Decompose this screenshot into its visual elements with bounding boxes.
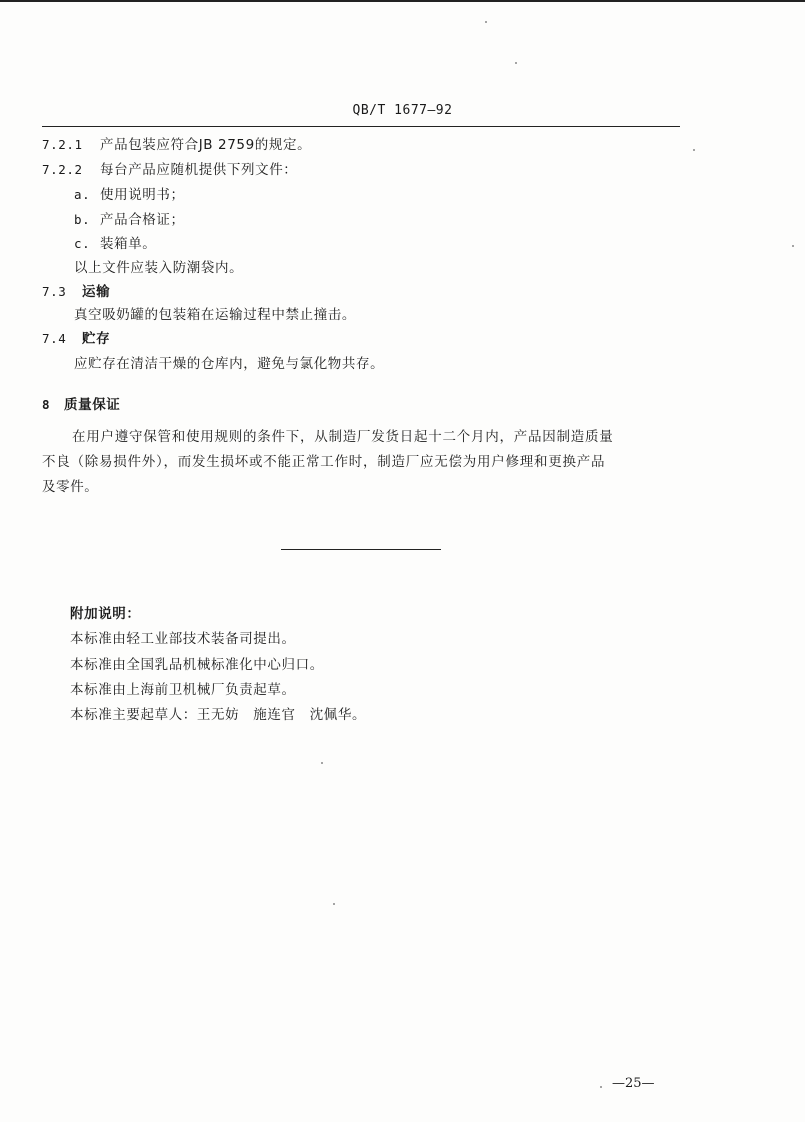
documents-note: 以上文件应装入防潮袋内。 <box>74 260 244 276</box>
appendix-line: 本标准由轻工业部技术装备司提出。 <box>70 631 296 647</box>
scan-speck <box>515 62 517 64</box>
list-item-letter: c. <box>74 236 91 251</box>
section-7-2-2 <box>42 161 297 179</box>
section-number: 7.2.2 <box>42 162 83 177</box>
section-number: 7.4 <box>42 331 67 346</box>
section-text: 产品包装应符合JB 2759的规定。 <box>100 137 312 153</box>
scan-speck <box>693 149 695 151</box>
scan-speck <box>792 245 794 247</box>
list-item-text: 产品合格证； <box>100 212 185 228</box>
section-title: 贮存 <box>82 331 111 347</box>
section-number: 8 <box>42 397 51 412</box>
list-item-letter: b. <box>74 212 91 227</box>
section-8-paragraph-line: 在用户遵守保管和使用规则的条件下，从制造厂发货日起十二个月内，产品因制造质量 <box>72 429 614 445</box>
list-item-text: 装箱单。 <box>100 236 157 252</box>
section-7-3-heading <box>42 283 110 301</box>
section-text: 每台产品应随机提供下列文件： <box>100 162 298 178</box>
list-item <box>74 211 185 229</box>
section-7-3-text: 真空吸奶罐的包装箱在运输过程中禁止撞击。 <box>74 307 356 323</box>
appendix-line: 本标准由上海前卫机械厂负责起草。 <box>70 682 296 698</box>
scan-speck <box>333 903 335 905</box>
appendix-line: 本标准主要起草人：王无妨 施连官 沈佩华。 <box>70 707 367 723</box>
list-item-text: 使用说明书； <box>100 187 185 203</box>
section-title: 质量保证 <box>64 397 121 413</box>
appendix-line: 本标准由全国乳品机械标准化中心归口。 <box>70 657 324 673</box>
section-8-paragraph-line: 及零件。 <box>42 479 99 495</box>
scan-speck <box>600 1086 602 1088</box>
scan-top-edge <box>0 0 805 2</box>
end-of-text-rule <box>281 549 441 550</box>
scan-speck <box>321 762 323 764</box>
header-rule <box>42 126 680 127</box>
standard-code-header: QB/T 1677—92 <box>352 103 453 118</box>
list-item <box>74 186 185 204</box>
section-title: 运输 <box>82 284 111 300</box>
section-8-heading <box>42 396 120 414</box>
section-8-paragraph-line: 不良（除易损件外），而发生损坏或不能正常工作时，制造厂应无偿为用户修理和更换产品 <box>42 454 606 470</box>
section-7-4-text: 应贮存在清洁干燥的仓库内，避免与氯化物共存。 <box>74 356 385 372</box>
section-7-4-heading <box>42 330 110 348</box>
appendix-title: 附加说明： <box>70 606 141 622</box>
list-item-letter: a. <box>74 187 91 202</box>
section-number: 7.3 <box>42 284 67 299</box>
section-7-2-1 <box>42 136 311 154</box>
section-number: 7.2.1 <box>42 137 83 152</box>
scan-speck <box>485 21 487 23</box>
list-item <box>74 235 156 253</box>
page-number: —25— <box>612 1076 655 1091</box>
